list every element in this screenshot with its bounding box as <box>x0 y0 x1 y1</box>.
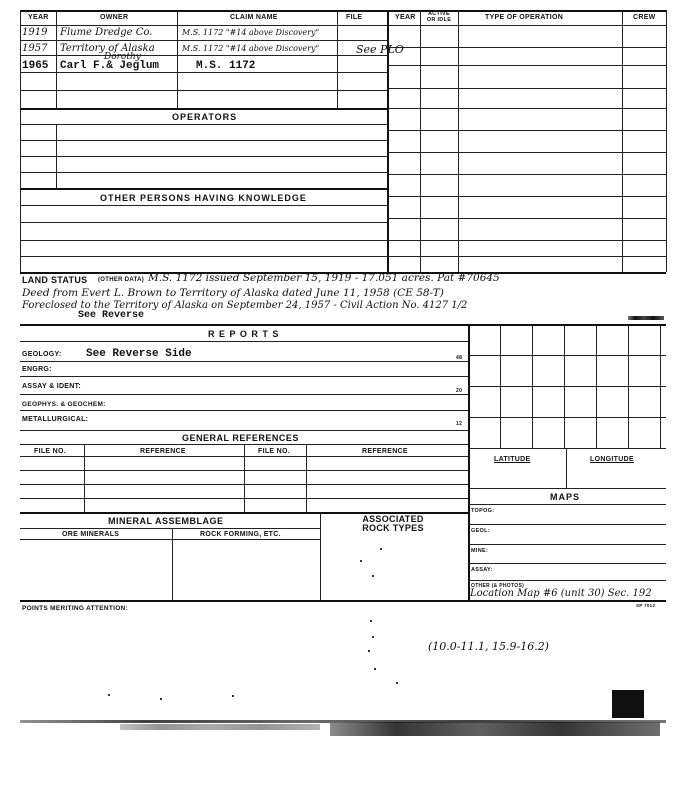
scan-speck <box>368 650 370 652</box>
header-year: YEAR <box>28 14 49 21</box>
owner-row-3-overwrite: Dorothy <box>104 52 141 62</box>
latlong-bottom <box>468 488 666 489</box>
header-type-of-operation: TYPE OF OPERATION <box>485 14 564 21</box>
maps-bottom <box>20 600 666 602</box>
operators-heading: OPERATORS <box>172 112 238 122</box>
land-status-line-2: Deed from Evert L. Brown to Territory of Alaska dated June 11, 1958 (CE 58-T) <box>22 287 444 299</box>
owner-row-1-claim: M.S. 1172 "#14 above Discovery" <box>182 28 320 37</box>
owner-row-2-owner: Territory of Alaska <box>60 43 155 54</box>
owner-row-2-claim: M.S. 1172 "#14 above Discovery" <box>182 44 320 53</box>
owner-row-2-year: 1957 <box>22 43 48 54</box>
owners-section-bottom <box>20 108 387 110</box>
row-line <box>20 90 387 91</box>
right-row-line <box>387 65 666 66</box>
margin-number-12: 12 <box>456 421 463 427</box>
land-status-line-1: M.S. 1172 issued September 15, 1919 - 17.051 acres. Pat #70645 <box>148 272 500 284</box>
reports-right-divider <box>468 324 470 600</box>
margin-number-20: 20 <box>456 388 463 394</box>
owner-row-1-owner: Flume Dredge Co. <box>60 27 153 38</box>
right-row-line <box>387 152 666 153</box>
other-photos-label: OTHER (& PHOTOS) <box>471 583 525 589</box>
bottom-scan-smear-dark <box>330 722 660 736</box>
land-status-heading: LAND STATUS <box>22 275 88 285</box>
operators-section-bottom <box>20 188 387 190</box>
scan-speck <box>396 682 398 684</box>
land-status-subheading: (OTHER DATA) <box>98 277 145 283</box>
operators-col-divider <box>56 124 57 188</box>
latitude-label: LATITUDE <box>494 456 531 463</box>
ref-col-reference-2: REFERENCE <box>362 448 408 455</box>
header-crew: CREW <box>633 14 656 21</box>
other-persons-header-line <box>20 205 387 206</box>
land-status-bottom <box>20 324 666 326</box>
owner-row-1-year: 1919 <box>22 27 48 38</box>
grid-h <box>468 417 666 418</box>
rock-forming-col: ROCK FORMING, ETC. <box>200 531 281 538</box>
scan-speck <box>160 698 162 700</box>
mineral-header-line <box>20 528 320 529</box>
topog-label: TOPOG: <box>471 508 495 514</box>
owner-row-2-file: See PLO <box>356 43 404 56</box>
scan-speck <box>380 548 382 550</box>
owner-row-3-year: 1965 <box>22 60 49 72</box>
header-year-2: YEAR <box>395 14 416 21</box>
row-line <box>20 172 387 173</box>
col-year-divider <box>56 10 57 108</box>
right-row-line <box>387 218 666 219</box>
row-line <box>468 544 666 545</box>
reports-header-line <box>20 341 468 342</box>
scan-speck <box>370 620 372 622</box>
geol-label: GEOL: <box>471 528 490 534</box>
form-number: SP 7012 <box>636 603 656 608</box>
scan-speck <box>360 560 362 562</box>
land-status-line-3: Foreclosed to the Territory of Alaska on September 24, 1957 - Civil Action No. 4127 1/2 <box>22 300 468 311</box>
grid-h <box>468 355 666 356</box>
geophys-label: GEOPHYS. & GEOCHEM: <box>22 401 106 408</box>
ore-minerals-col: ORE MINERALS <box>62 531 120 538</box>
scan-speck <box>108 694 110 696</box>
header-bottom-line <box>20 25 666 26</box>
owner-row-3-owner: Carl F.& Jeglum <box>60 60 160 72</box>
col-year2-divider <box>420 10 421 272</box>
mineral-subheader-line <box>20 539 320 540</box>
header-owner: OWNER <box>100 14 129 21</box>
row-line <box>20 222 387 223</box>
scan-speck <box>374 668 376 670</box>
scan-speck <box>372 636 374 638</box>
row-line <box>20 410 468 411</box>
margin-number-48: 48 <box>456 355 463 361</box>
header-file: FILE <box>346 14 363 21</box>
row-line <box>20 240 387 241</box>
row-line <box>20 55 387 56</box>
right-row-line <box>387 240 666 241</box>
row-line <box>20 156 387 157</box>
right-row-line <box>387 47 666 48</box>
right-row-line <box>387 174 666 175</box>
geology-label: GEOLOGY: <box>22 351 62 358</box>
ref-col-divider <box>84 444 85 512</box>
assoc-rock-left-divider <box>320 512 321 600</box>
right-row-line <box>387 88 666 89</box>
row-line <box>468 580 666 581</box>
other-photos-value: Location Map #6 (unit 30) Sec. 192 <box>470 588 652 599</box>
right-row-line <box>387 108 666 109</box>
scan-speck <box>232 695 234 697</box>
col-active-divider <box>458 10 459 272</box>
col-claim-divider <box>337 10 338 108</box>
maps-heading: MAPS <box>550 492 581 502</box>
row-line <box>20 376 468 377</box>
general-references-heading: GENERAL REFERENCES <box>182 433 299 443</box>
ink-smear <box>628 316 664 320</box>
engrg-label: ENGRG: <box>22 366 52 373</box>
scan-speck <box>372 575 374 577</box>
mine-label: MINE: <box>471 548 489 554</box>
references-top-line <box>20 430 468 431</box>
right-row-line <box>387 196 666 197</box>
row-line <box>20 140 387 141</box>
ref-col-divider <box>244 444 245 512</box>
row-line <box>20 40 387 41</box>
reports-heading: R E P O R T S <box>208 329 280 339</box>
row-line <box>468 524 666 525</box>
latlong-divider <box>566 448 567 488</box>
row-line <box>20 361 468 362</box>
operators-header-line <box>20 124 387 125</box>
row-line <box>20 394 468 395</box>
owner-row-3-claim: M.S. 1172 <box>196 60 256 72</box>
mineral-col-divider <box>172 528 173 600</box>
header-claim-name: CLAIM NAME <box>230 14 278 21</box>
right-row-line <box>387 256 666 257</box>
land-status-typed: See Reverse <box>78 310 145 321</box>
grid-h <box>468 448 666 449</box>
row-line <box>20 72 387 73</box>
assay-label: ASSAY: <box>471 567 493 573</box>
coordinates-note: (10.0-11.1, 15.9-16.2) <box>428 640 549 653</box>
geology-value: See Reverse Side <box>86 348 192 360</box>
ref-col-reference: REFERENCE <box>140 448 186 455</box>
top-border <box>20 10 666 12</box>
ref-col-divider <box>306 444 307 512</box>
points-meriting-label: POINTS MERITING ATTENTION: <box>22 605 129 612</box>
associated-rock-types-heading: ASSOCIATED ROCK TYPES <box>362 514 424 533</box>
black-stamp-mark <box>612 690 644 718</box>
grid-h <box>468 386 666 387</box>
right-border <box>666 10 667 272</box>
mineral-assemblage-heading: MINERAL ASSEMBLAGE <box>108 516 224 526</box>
col-type-divider <box>622 10 623 272</box>
ref-col-file-no: FILE NO. <box>34 448 66 455</box>
bottom-scan-smear-light <box>120 724 320 730</box>
right-row-line <box>387 130 666 131</box>
row-line <box>468 563 666 564</box>
other-persons-heading: OTHER PERSONS HAVING KNOWLEDGE <box>100 193 307 203</box>
metallurgical-label: METALLURGICAL: <box>22 416 89 423</box>
row-line <box>20 256 387 257</box>
ref-col-file-no-2: FILE NO. <box>258 448 290 455</box>
left-border <box>20 10 21 272</box>
header-active-idle: ACTIVE OR IDLE <box>426 11 452 23</box>
longitude-label: LONGITUDE <box>590 456 634 463</box>
assay-ident-label: ASSAY & IDENT: <box>22 383 82 390</box>
col-owner-divider <box>177 10 178 108</box>
maps-header-line <box>468 504 666 505</box>
